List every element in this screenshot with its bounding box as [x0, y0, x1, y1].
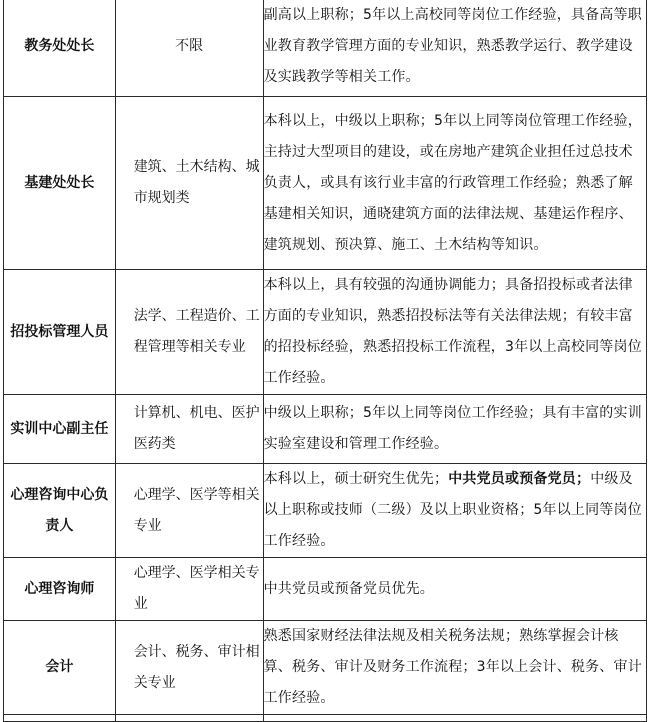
major-cell: 心理学、医学相关专业 — [115, 558, 263, 621]
position-cell: 基建处处长 — [4, 97, 116, 270]
table-row — [4, 464, 647, 558]
position-cell: 教务处处长 — [4, 0, 116, 97]
position-cell: 会计 — [4, 621, 116, 715]
table-row — [4, 395, 647, 464]
position-cell: 心理咨询中心负责人 — [4, 464, 116, 558]
empty-cell — [4, 715, 116, 722]
major-cell: 会计、税务、审计相关专业 — [115, 621, 263, 715]
empty-cell — [263, 715, 646, 722]
requirement-cell: 本科以上，具有较强的沟通协调能力；具备招投标或者法律方面的专业知识，熟悉招投标法等有关法律法规；有较丰富的招投标经验，熟悉招投标工作流程，3年以上高校同等岗位工作经验。 — [263, 270, 646, 395]
empty-cell — [115, 715, 263, 722]
requirement-cell — [263, 464, 646, 558]
position-cell: 招投标管理人员 — [4, 270, 116, 395]
major-cell: 不限 — [115, 0, 263, 97]
table-row — [4, 270, 647, 395]
major-cell: 计算机、机电、医护医药类 — [115, 395, 263, 464]
requirement-cell: 中共党员或预备党员优先。 — [263, 558, 646, 621]
position-cell: 心理咨询师 — [4, 558, 116, 621]
table-row — [4, 0, 647, 97]
major-cell: 建筑、土木结构、城市规划类 — [115, 97, 263, 270]
requirement-party-member: 中共党员或预备党员； — [448, 471, 591, 487]
positions-table — [3, 0, 647, 722]
requirement-text: 中级及以上职称或技师（二级）及以上职业资格；5年以上同等岗位工作经验。 — [263, 471, 642, 549]
table-row — [4, 621, 647, 715]
table-row — [4, 97, 647, 270]
requirement-cell: 副高以上职称；5年以上高校同等岗位工作经验，具备高等职业教育教学管理方面的专业知识，熟悉教学运行、教学建设及实践教学等相关工作。 — [263, 0, 646, 97]
major-cell: 法学、工程造价、工程管理等相关专业 — [115, 270, 263, 395]
table-row — [4, 715, 647, 722]
major-cell: 心理学、医学等相关专业 — [115, 464, 263, 558]
table-row — [4, 558, 647, 621]
requirement-text: 本科以上，硕士研究生优先； — [263, 471, 449, 487]
requirement-cell: 本科以上，中级以上职称；5年以上同等岗位管理工作经验，主持过大型项目的建设，或在房地产建筑企业担任过总技术负责人，或具有该行业丰富的行政管理工作经验；熟悉了解基建相关知识，通晓建筑方面的法律法规、基建运作程序、建筑规划、预决算、施工、土木结构等知识。 — [263, 97, 646, 270]
requirement-cell: 中级以上职称；5年以上同等岗位工作经验；具有丰富的实训实验室建设和管理工作经验。 — [263, 395, 646, 464]
position-cell: 实训中心副主任 — [4, 395, 116, 464]
requirement-cell: 熟悉国家财经法律法规及相关税务法规；熟练掌握会计核算、税务、审计及财务工作流程；3年以上会计、税务、审计工作经验。 — [263, 621, 646, 715]
